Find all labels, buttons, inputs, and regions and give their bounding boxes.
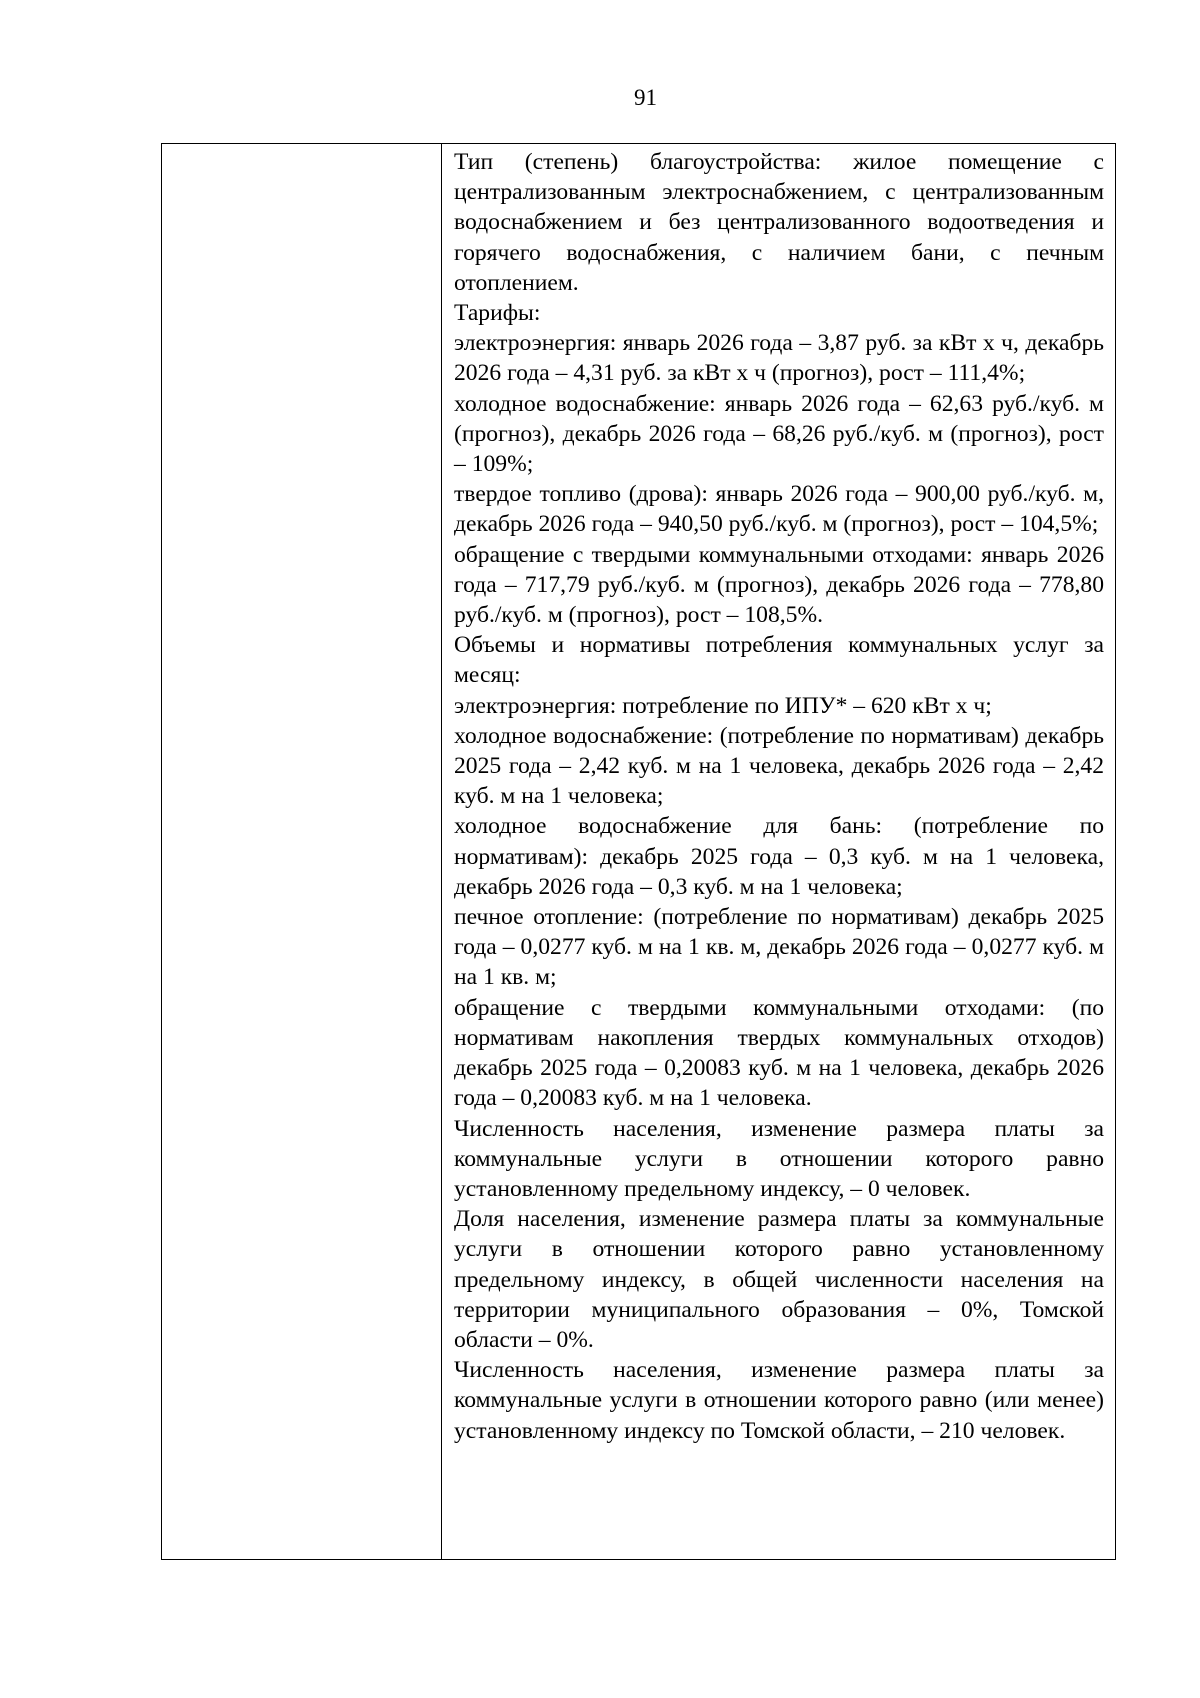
paragraph-tariff-solid-fuel: твердое топливо (дрова): январь 2026 года – 900,00 руб./куб. м, декабрь 2026 года – 940,50 руб./куб. м (прогноз), рост – 104,5%; xyxy=(454,481,1104,538)
paragraph-population-regional-index: Численность населения, изменение размера платы за коммунальные услуги в отношении которого равно (или менее) установленному индексу по Томской области, – 210 человек. xyxy=(454,1357,1104,1444)
paragraph-tariff-waste: обращение с твердыми коммунальными отходами: январь 2026 года – 717,79 руб./куб. м (прогноз), декабрь 2026 года – 778,80 руб./куб. м (прогноз), рост – 108,5%. xyxy=(454,541,1104,629)
page-number: 91 xyxy=(634,85,657,110)
data-table xyxy=(161,143,1116,1560)
paragraph-tariff-cold-water: холодное водоснабжение: январь 2026 года – 62,63 руб./куб. м (прогноз), декабрь 2026 года – 68,26 руб./куб. м (прогноз), рост – 109%; xyxy=(454,390,1104,478)
table-cell-left-empty xyxy=(162,144,442,1559)
paragraph-volume-electricity: электроэнергия: потребление по ИПУ* – 620 кВт х ч; xyxy=(454,692,992,719)
table-cell-right-text xyxy=(442,144,1115,1559)
paragraph-population-limit-index: Численность населения, изменение размера платы за коммунальные услуги в отношении которого равно установленному предельному индексу, – 0 человек. xyxy=(454,1115,1104,1202)
paragraph-volume-cold-water: холодное водоснабжение: (потребление по нормативам) декабрь 2025 года – 2,42 куб. м на 1 человека, декабрь 2026 года – 2,42 куб. м на 1 человека; xyxy=(454,722,1104,810)
paragraph-population-share: Доля населения, изменение размера платы за коммунальные услуги в отношении которого равно установленному предельному индексу, в общей численности населения на территории муниципального образования – 0%, Томской области – 0%. xyxy=(454,1206,1104,1353)
paragraph-improvement-type: Тип (степень) благоустройства: жилое помещение с централизованным электроснабжением, с централизованным водоснабжением и без централизованного водоотведения и горячего водоснабжения, с наличием бани, с печным отоплением. xyxy=(454,149,1104,296)
paragraph-volumes-heading: Объемы и нормативы потребления коммунальных услуг за месяц: xyxy=(454,632,1104,689)
paragraph-tariff-electricity: электроэнергия: январь 2026 года – 3,87 руб. за кВт х ч, декабрь 2026 года – 4,31 руб. за кВт х ч (прогноз), рост – 111,4%; xyxy=(454,330,1104,387)
paragraph-volume-bath-water: холодное водоснабжение для бань: (потребление по нормативам): декабрь 2025 года – 0,3 куб. м на 1 человека, декабрь 2026 года – 0,3 куб. м на 1 человека; xyxy=(454,813,1104,900)
paragraph-tariffs-heading: Тарифы: xyxy=(454,300,541,327)
paragraph-volume-stove-heating: печное отопление: (потребление по нормативам) декабрь 2025 года – 0,0277 куб. м на 1 кв. м, декабрь 2026 года – 0,0277 куб. м на 1 кв. м; xyxy=(454,904,1104,991)
paragraph-volume-waste: обращение с твердыми коммунальными отходами: (по нормативам накопления твердых коммунальных отходов) декабрь 2025 года – 0,20083 куб. м на 1 человека, декабрь 2026 года – 0,20083 куб. м на 1 человека. xyxy=(454,994,1104,1112)
